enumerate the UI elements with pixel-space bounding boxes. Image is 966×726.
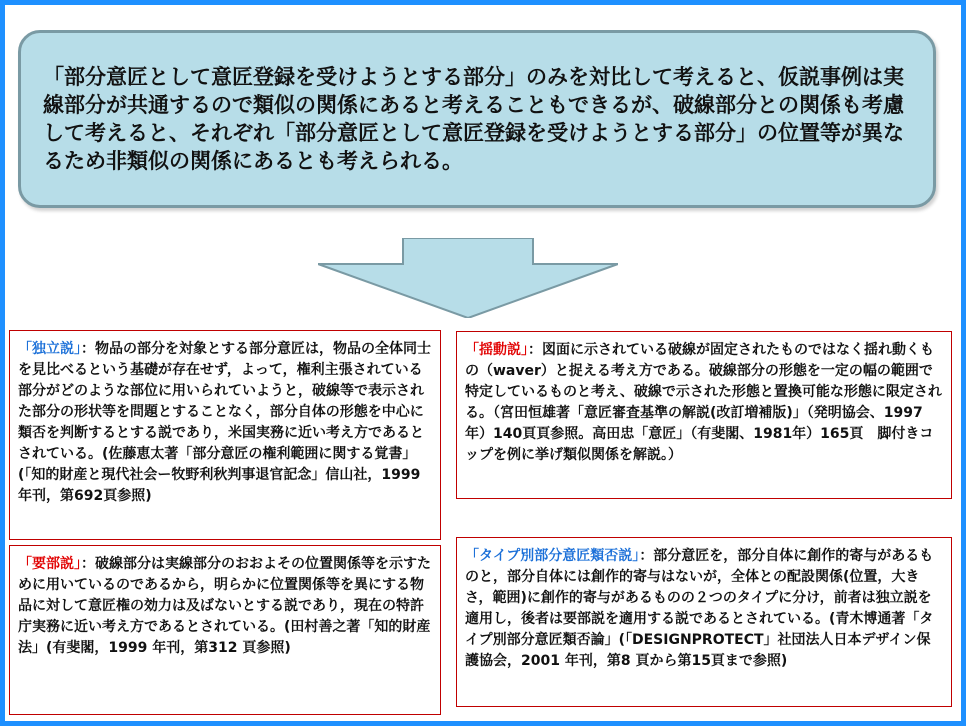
independent-theory-box: [9, 330, 441, 540]
type-based-theory-body: ：部分意匠を，部分自体に創作的寄与があるものと，部分自体には創作的寄与はないが，全体との配設関係(位置，大きさ，範囲)に創作的寄与があるものの２つのタイプに分け，前者は独立説を適用し，後者は要部説を適用する説であるとされている。(青木博通著「タイプ別部分意匠類否論」(「DESIGNPROTECT」社団法人日本デザイン保護協会，2001 年刊，第8 頁から第15頁まで参照): [465, 548, 934, 669]
summary-text: 「部分意匠として意匠登録を受けようとする部分」のみを対比して考えると、仮説事例は実線部分が共通するので類似の関係にあると考えることもできるが、破線部分との関係も考慮して考えると、それぞれ「部分意匠として意匠登録を受けようとする部分」の位置等が異なるため非類似の関係にあるとも考えられる。: [43, 65, 904, 173]
essential-part-theory-body: ：破線部分は実線部分のおおよその位置関係等を示すために用いているのであるから，明らかに位置関係等を異にする物品に対して意匠権の効力は及ばないとする説であり，現在の特許庁実務に近い考え方であるとされている。(田村善之著「知的財産法」(有斐閣，1999 年刊，第312 頁参照): [18, 556, 431, 656]
essential-part-theory-box: [9, 545, 441, 715]
waver-theory-term: 「揺動説」: [465, 342, 528, 358]
summary-callout: [18, 30, 936, 208]
type-based-theory-box: [456, 537, 952, 707]
essential-part-theory-term: 「要部説」: [18, 556, 81, 572]
waver-theory-body: ：図面に示されている破線が固定されたものではなく揺れ動くもの（waver）と捉える考え方である。破線部分の形態を一定の幅の範囲で特定しているものと考え、破線で示された形態と置換可能な形態に限定される。（宮田恒雄著「意匠審査基準の解説(改訂増補版)」（発明協会、1997年）140頁頁参照。高田忠「意匠」（有斐閣、1981年）165頁 脚付きコップを例に挙げ類似関係を解説。）: [465, 342, 942, 463]
waver-theory-box: [456, 331, 952, 499]
independent-theory-term: 「独立説」: [18, 341, 81, 357]
down-arrow-icon: [318, 238, 618, 318]
independent-theory-body: ：物品の部分を対象とする部分意匠は，物品の全体同士を見比べるという基礎が存在せず，よって，権利主張されている部分がどのような部位に用いられていようと，破線等で表示された部分の形状等を問題とすることなく，部分自体の形態を中心に類否を判断するとする説であり，米国実務に近い考え方であるとされている。(佐藤恵太著「部分意匠の権利範囲に関する覚書」(「知的財産と現代社会ー牧野利秋判事退官記念」信山社，1999 年刊，第692頁参照): [18, 341, 431, 504]
type-based-theory-term: 「タイプ別部分意匠類否説」: [465, 548, 640, 564]
